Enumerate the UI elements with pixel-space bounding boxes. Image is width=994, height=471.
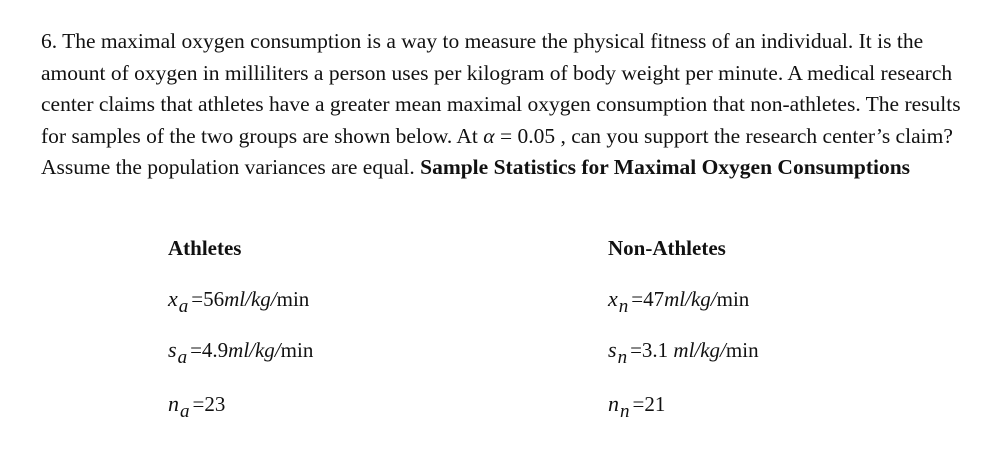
sd-symbol: s xyxy=(608,337,617,362)
n-value: =23 xyxy=(192,392,226,416)
sd-symbol: s xyxy=(168,337,177,362)
table-title: Sample Statistics for Maximal Oxygen Consumptions xyxy=(420,155,911,179)
mean-subscript: a xyxy=(178,296,189,317)
alpha-symbol: α xyxy=(483,123,495,148)
sd-unit: ml/kg/ xyxy=(228,338,281,362)
sd-value: =3.1 xyxy=(630,338,674,362)
sd-subscript: n xyxy=(617,347,628,368)
n-symbol: n xyxy=(168,391,179,416)
mean-value: =47 xyxy=(631,287,665,311)
n-subscript: a xyxy=(180,401,190,422)
problem-text-question: , can you support the research center’s claim? Assume the population variances are equal. xyxy=(41,123,953,179)
athletes-heading: Athletes xyxy=(168,236,242,260)
n-subscript: n xyxy=(620,401,630,422)
mean-symbol: x xyxy=(168,286,178,311)
mean-unit: ml/kg/ xyxy=(224,287,277,311)
n-symbol: n xyxy=(608,391,619,416)
problem-text-intro: 6. The maximal oxygen consumption is a way to measure the physical fitness of an individual. It is the amount of oxygen in milliliters a person uses per kilogram of body weight per minute. A medical research center claims that athletes have a greater mean maximal oxygen consumption that non-athletes. The results for samples of the two groups are shown below. At xyxy=(41,29,961,148)
non-athletes-mean xyxy=(608,286,750,317)
non-athletes-n xyxy=(608,391,666,422)
sd-unit: ml/kg/ xyxy=(673,338,726,362)
sd-unit-min: min xyxy=(280,338,314,362)
mean-subscript: n xyxy=(618,296,629,317)
mean-unit-min: min xyxy=(276,287,310,311)
mean-symbol: x xyxy=(608,286,618,311)
mean-unit-min: min xyxy=(716,287,750,311)
problem-statement xyxy=(41,26,971,184)
sd-subscript: a xyxy=(177,347,188,368)
alpha-value: = 0.05 xyxy=(494,123,561,148)
mean-unit: ml/kg/ xyxy=(664,287,717,311)
athletes-n xyxy=(168,391,226,422)
sd-unit-min: min xyxy=(725,338,759,362)
non-athletes-heading: Non-Athletes xyxy=(608,236,726,260)
athletes-mean xyxy=(168,286,310,317)
athletes-sd xyxy=(168,337,314,368)
mean-value: =56 xyxy=(191,287,225,311)
non-athletes-sd xyxy=(608,337,759,368)
n-value: =21 xyxy=(632,392,666,416)
sd-value: =4.9 xyxy=(190,338,229,362)
